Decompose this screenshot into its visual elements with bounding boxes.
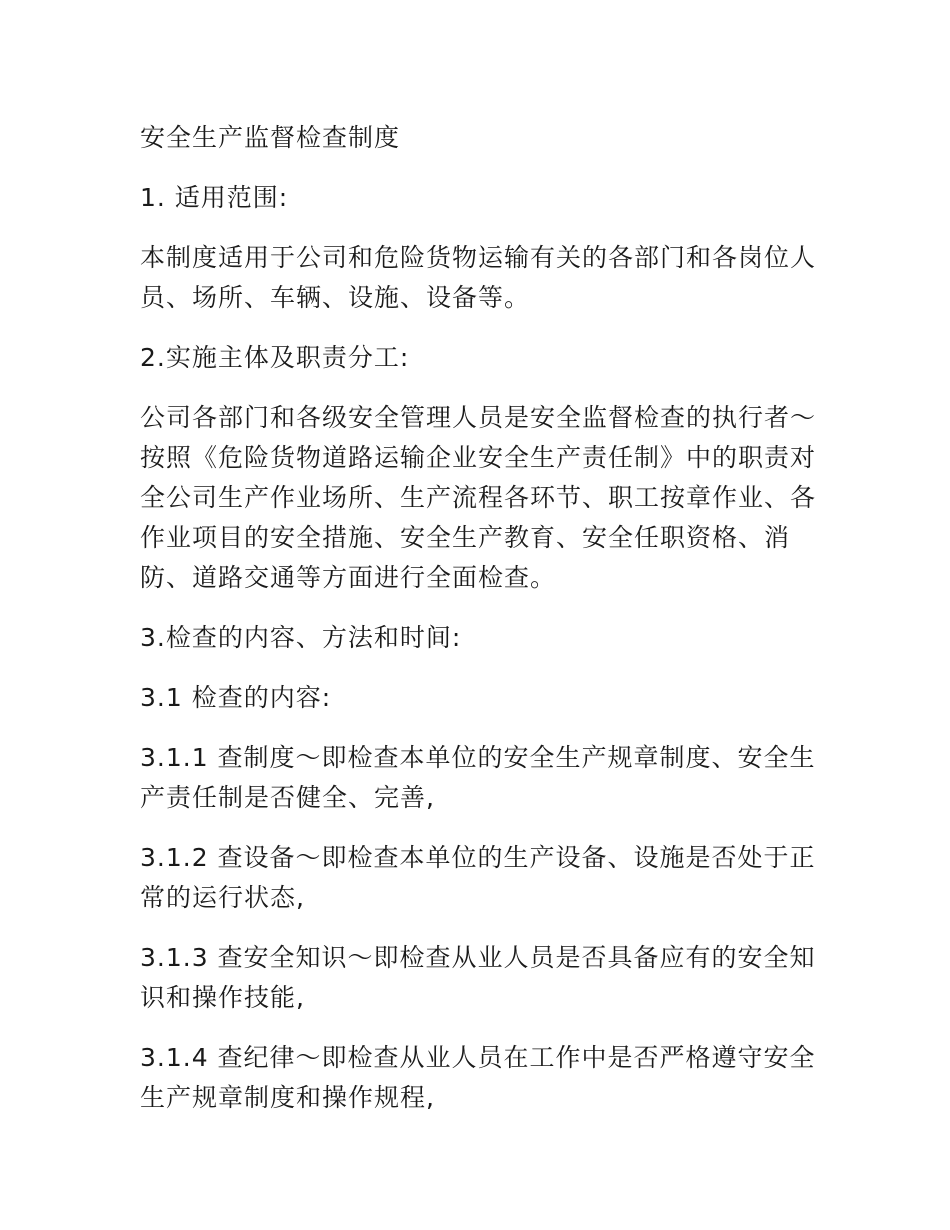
paragraph-scope: 本制度适用于公司和危险货物运输有关的各部门和各岗位人员、场所、车辆、设施、设备等。 bbox=[140, 243, 817, 312]
item-check-discipline: 3.1.4 查纪律～即检查从业人员在工作中是否严格遵守安全生产规章制度和操作规程, bbox=[140, 1043, 816, 1112]
item-check-equipment: 3.1.2 查设备～即检查本单位的生产设备、设施是否处于正常的运行状态, bbox=[140, 843, 816, 912]
section-heading-scope: 1. 适用范围: bbox=[140, 183, 289, 212]
item-check-knowledge: 3.1.3 查安全知识～即检查从业人员是否具备应有的安全知识和操作技能, bbox=[140, 943, 816, 1012]
item-check-rules: 3.1.1 查制度～即检查本单位的安全生产规章制度、安全生产责任制是否健全、完善, bbox=[140, 743, 816, 812]
subsection-heading-content: 3.1 检查的内容: bbox=[140, 683, 332, 712]
document-title: 安全生产监督检查制度 bbox=[140, 123, 401, 152]
paragraph-responsibilities: 公司各部门和各级安全管理人员是安全监督检查的执行者～按照《危险货物道路运输企业安全生产责任制》中的职责对全公司生产作业场所、生产流程各环节、职工按章作业、各作业项目的安全措施、安全生产教育、安全任职资格、消防、道路交通等方面进行全面检查。 bbox=[140, 403, 817, 592]
section-heading-responsibilities: 2.实施主体及职责分工: bbox=[140, 343, 410, 372]
section-heading-inspection: 3.检查的内容、方法和时间: bbox=[140, 623, 462, 652]
